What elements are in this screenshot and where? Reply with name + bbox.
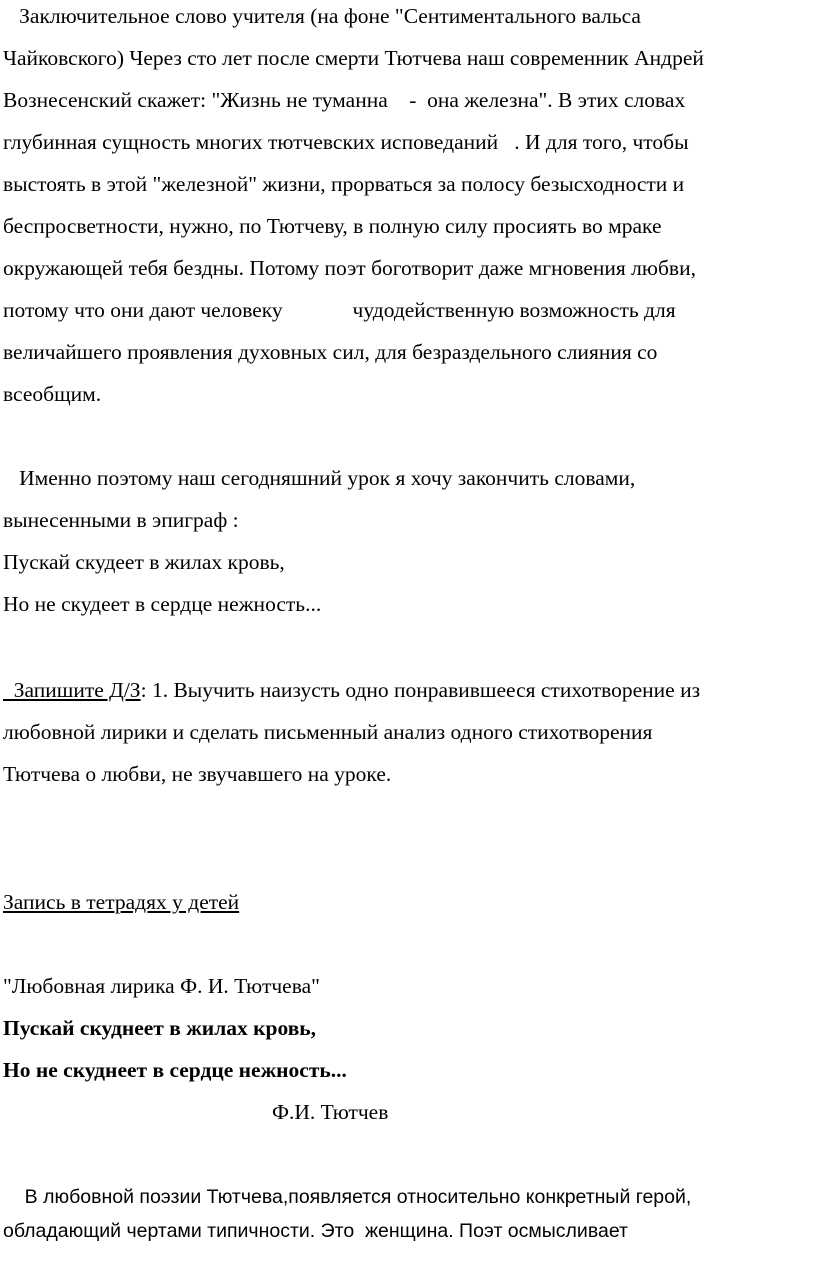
text-line: беспросветности, нужно, по Тютчеву, в полную силу просиять во мраке (3, 214, 662, 238)
text-line: обладающий чертами типичности. Это женщина. Поэт осмысливает (3, 1220, 628, 1242)
bold-quote-line: Но не скуднеет в сердце нежность... (3, 1058, 347, 1082)
text-line: Именно поэтому наш сегодняшний урок я хочу закончить словами, (3, 466, 636, 490)
quote-line: Но не скудеет в сердце нежность... (3, 592, 322, 616)
lesson-title: "Любовная лирика Ф. И. Тютчева" (3, 974, 320, 998)
text-line: Заключительное слово учителя (на фоне "Сентиментального вальса (3, 4, 641, 28)
text-line: В любовной поэзии Тютчева,появляется относительно конкретный герой, (3, 1186, 692, 1208)
text-line: глубинная сущность многих тютчевских исповеданий . И для того, чтобы (3, 130, 689, 154)
text-line: окружающей тебя бездны. Потому поэт боготворит даже мгновения любви, (3, 256, 696, 280)
homework-colon: : (140, 678, 147, 702)
quote-line: Пускай скудеет в жилах кровь, (3, 550, 285, 574)
homework-first-line (3, 680, 700, 702)
author-signature: Ф.И. Тютчев (272, 1100, 389, 1124)
text-line: потому что они дают человеку чудодейственную возможность для (3, 298, 676, 322)
text-line: всеобщим. (3, 382, 102, 406)
notebook-heading: Запись в тетрадях у детей (3, 890, 240, 914)
text-line: выстоять в этой "железной" жизни, прорваться за полосу безысходности и (3, 172, 685, 196)
text-line: Чайковского) Через сто лет после смерти Тютчева наш современник Андрей (3, 46, 704, 70)
bold-quote-line: Пускай скуднеет в жилах кровь, (3, 1016, 317, 1040)
text-line: любовной лирики и сделать письменный анализ одного стихотворения (3, 720, 653, 744)
text-line: величайшего проявления духовных сил, для безраздельного слияния со (3, 340, 658, 364)
text-line: Тютчева о любви, не звучавшего на уроке. (3, 762, 392, 786)
text-line: Вознесенский скажет: "Жизнь не туманна - она железна". В этих словах (3, 88, 686, 112)
homework-label: Запишите Д/З (3, 678, 141, 702)
homework-text: 1. Выучить наизусть одно понравившееся стихотворение из (146, 678, 701, 702)
text-line: вынесенными в эпиграф : (3, 508, 239, 532)
